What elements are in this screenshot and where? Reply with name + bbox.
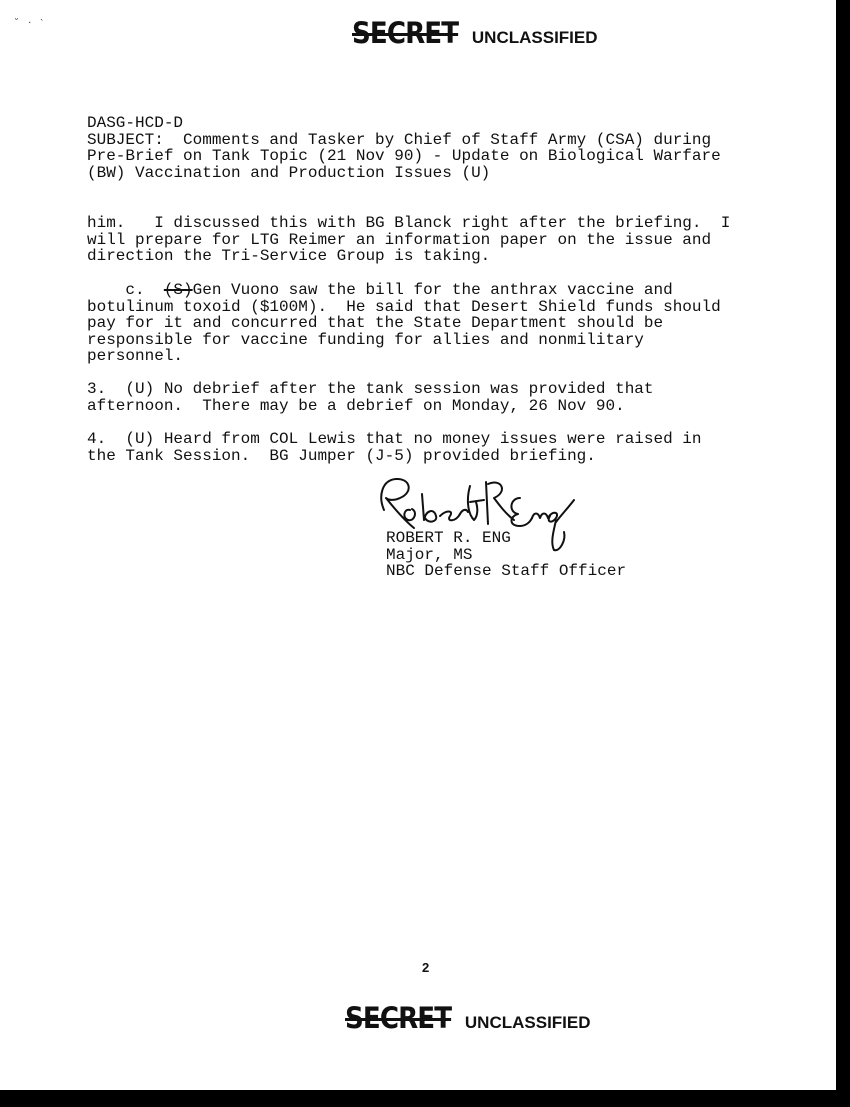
paragraph-line: the Tank Session. BG Jumper (J-5) provided briefing. — [87, 446, 596, 465]
scan-border-bottom — [0, 1090, 850, 1107]
unclassified-marking: UNCLASSIFIED — [471, 28, 598, 47]
struck-classification-mark: (S) — [163, 281, 193, 299]
scan-border-right — [836, 0, 850, 1107]
page-number: 2 — [422, 960, 430, 975]
office-symbol: DASG-HCD-D — [87, 114, 184, 132]
paragraph-c — [87, 282, 721, 365]
paragraph-line — [87, 282, 721, 299]
unclassified-marking: UNCLASSIFIED — [464, 1013, 591, 1032]
paragraph-line: 3. (U) No debrief after the tank session was provided that — [87, 380, 654, 398]
paragraph-line: him. I discussed this with BG Blanck right after the briefing. I — [87, 214, 731, 232]
subject-line: (BW) Vaccination and Production Issues (U) — [87, 163, 491, 182]
paragraph-line: direction the Tri-Service Group is taking. — [87, 247, 491, 265]
classification-marking-bottom — [345, 1001, 591, 1035]
signer-rank: Major, MS — [386, 545, 473, 564]
signer-title: NBC Defense Staff Officer — [386, 562, 627, 580]
signature-block — [386, 530, 626, 580]
paragraph-line: afternoon. There may be a debrief on Monday, 26 Nov 90. — [87, 396, 625, 415]
struck-secret-marking: SECRET — [345, 1001, 452, 1035]
scan-specks: ˘ · ‵ — [14, 18, 46, 29]
paragraph-continuation — [87, 215, 730, 265]
paragraph-line: botulinum toxoid ($100M). He said that Desert Shield funds should — [87, 297, 721, 316]
subject-line: SUBJECT: Comments and Tasker by Chief of Staff Army (CSA) during — [87, 130, 712, 149]
paragraph-text: Gen Vuono saw the bill for the anthrax vaccine and — [192, 281, 673, 299]
paragraph-3 — [87, 381, 654, 414]
paragraph-label: c. — [87, 281, 164, 299]
paragraph-line: responsible for vaccine funding for allies and nonmilitary — [87, 330, 644, 349]
struck-secret-marking: SECRET — [352, 16, 459, 50]
paragraph-line: will prepare for LTG Reimer an information paper on the issue and — [87, 230, 712, 249]
classification-marking-top — [352, 16, 598, 50]
paragraph-4 — [87, 431, 702, 464]
paragraph-line: pay for it and concurred that the State Department should be — [87, 314, 664, 332]
signer-name: ROBERT R. ENG — [386, 529, 511, 547]
paragraph-line: personnel. — [87, 347, 184, 365]
paragraph-line: 4. (U) Heard from COL Lewis that no money issues were raised in — [87, 430, 702, 448]
memo-header — [87, 115, 721, 181]
subject-line: Pre-Brief on Tank Topic (21 Nov 90) - Update on Biological Warfare — [87, 147, 721, 165]
